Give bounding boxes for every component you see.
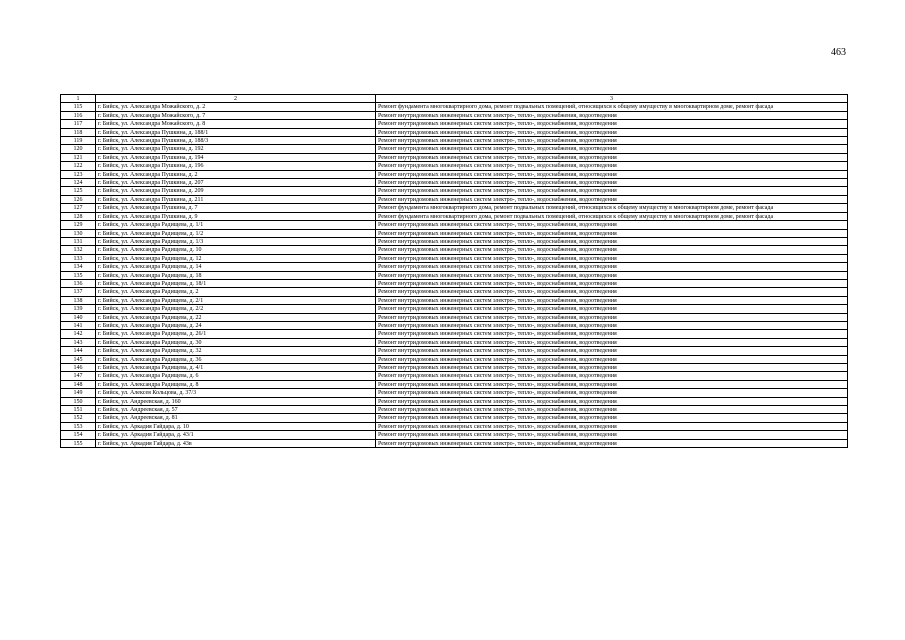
table-row <box>61 187 848 195</box>
works-cell: Ремонт внутридомовых инженерных систем электро-, тепло-, водоснабжения, водоотведения <box>376 246 848 254</box>
table-row <box>61 103 848 111</box>
address-cell: г. Бийск, ул. Александра Радищева, д. 24 <box>96 321 376 329</box>
row-number-cell: 116 <box>61 111 96 119</box>
table-row <box>61 313 848 321</box>
table-row <box>61 179 848 187</box>
works-cell: Ремонт внутридомовых инженерных систем электро-, тепло-, водоснабжения, водоотведения <box>376 296 848 304</box>
row-number-cell: 139 <box>61 305 96 313</box>
works-cell: Ремонт внутридомовых инженерных систем электро-, тепло-, водоснабжения, водоотведения <box>376 229 848 237</box>
row-number-cell: 144 <box>61 347 96 355</box>
table-row <box>61 372 848 380</box>
works-cell: Ремонт внутридомовых инженерных систем электро-, тепло-, водоснабжения, водоотведения <box>376 406 848 414</box>
table-row <box>61 162 848 170</box>
works-cell: Ремонт внутридомовых инженерных систем электро-, тепло-, водоснабжения, водоотведения <box>376 305 848 313</box>
address-cell: г. Бийск, ул. Александра Радищева, д. 1/3 <box>96 237 376 245</box>
row-number-cell: 151 <box>61 406 96 414</box>
row-number-cell: 153 <box>61 422 96 430</box>
row-number-cell: 148 <box>61 380 96 388</box>
row-number-cell: 140 <box>61 313 96 321</box>
address-cell: г. Бийск, ул. Александра Пушкина, д. 207 <box>96 179 376 187</box>
address-cell: г. Бийск, ул. Александра Пушкина, д. 209 <box>96 187 376 195</box>
table-row <box>61 195 848 203</box>
table-row <box>61 439 848 447</box>
address-cell: г. Бийск, ул. Александра Радищева, д. 2/2 <box>96 305 376 313</box>
row-number-cell: 115 <box>61 103 96 111</box>
row-number-cell: 128 <box>61 212 96 220</box>
address-cell: г. Бийск, ул. Александра Пушкина, д. 188/1 <box>96 128 376 136</box>
address-cell: г. Бийск, ул. Андреевская, д. 160 <box>96 397 376 405</box>
table-row <box>61 128 848 136</box>
table-row <box>61 237 848 245</box>
table-row <box>61 288 848 296</box>
address-cell: г. Бийск, ул. Александра Радищева, д. 30 <box>96 338 376 346</box>
address-cell: г. Бийск, ул. Александра Пушкина, д. 9 <box>96 212 376 220</box>
row-number-cell: 143 <box>61 338 96 346</box>
works-cell: Ремонт внутридомовых инженерных систем электро-, тепло-, водоснабжения, водоотведения <box>376 271 848 279</box>
row-number-cell: 149 <box>61 389 96 397</box>
row-number-cell: 121 <box>61 153 96 161</box>
address-cell: г. Бийск, ул. Аркадия Гайдара, д. 10 <box>96 422 376 430</box>
table-row <box>61 120 848 128</box>
works-cell: Ремонт внутридомовых инженерных систем электро-, тепло-, водоснабжения, водоотведения <box>376 364 848 372</box>
column-header-address: 2 <box>96 95 376 103</box>
address-cell: г. Бийск, ул. Алексея Кольцова, д. 37/3 <box>96 389 376 397</box>
row-number-cell: 129 <box>61 221 96 229</box>
table-row <box>61 296 848 304</box>
works-cell: Ремонт внутридомовых инженерных систем электро-, тепло-, водоснабжения, водоотведения <box>376 120 848 128</box>
table-row <box>61 145 848 153</box>
works-cell: Ремонт внутридомовых инженерных систем электро-, тепло-, водоснабжения, водоотведения <box>376 347 848 355</box>
address-cell: г. Бийск, ул. Александра Пушкина, д. 7 <box>96 204 376 212</box>
row-number-cell: 130 <box>61 229 96 237</box>
row-number-cell: 137 <box>61 288 96 296</box>
row-number-cell: 133 <box>61 254 96 262</box>
address-cell: г. Бийск, ул. Александра Радищева, д. 22 <box>96 313 376 321</box>
table-row <box>61 263 848 271</box>
works-cell: Ремонт внутридомовых инженерных систем электро-, тепло-, водоснабжения, водоотведения <box>376 389 848 397</box>
works-cell: Ремонт внутридомовых инженерных систем электро-, тепло-, водоснабжения, водоотведения <box>376 162 848 170</box>
works-cell: Ремонт внутридомовых инженерных систем электро-, тепло-, водоснабжения, водоотведения <box>376 221 848 229</box>
table-row <box>61 246 848 254</box>
works-cell: Ремонт внутридомовых инженерных систем электро-, тепло-, водоснабжения, водоотведения <box>376 313 848 321</box>
row-number-cell: 150 <box>61 397 96 405</box>
row-number-cell: 138 <box>61 296 96 304</box>
works-cell: Ремонт внутридомовых инженерных систем электро-, тепло-, водоснабжения, водоотведения <box>376 111 848 119</box>
table-body <box>61 95 848 448</box>
works-cell: Ремонт внутридомовых инженерных систем электро-, тепло-, водоснабжения, водоотведения <box>376 279 848 287</box>
row-number-cell: 155 <box>61 439 96 447</box>
address-cell: г. Бийск, ул. Александра Радищева, д. 4/1 <box>96 364 376 372</box>
address-cell: г. Бийск, ул. Александра Радищева, д. 18/1 <box>96 279 376 287</box>
table-row <box>61 229 848 237</box>
row-number-cell: 122 <box>61 162 96 170</box>
table-row <box>61 347 848 355</box>
address-cell: г. Бийск, ул. Александра Радищева, д. 1/2 <box>96 229 376 237</box>
address-cell: г. Бийск, ул. Александра Пушкина, д. 188/3 <box>96 137 376 145</box>
works-cell: Ремонт внутридомовых инженерных систем электро-, тепло-, водоснабжения, водоотведения <box>376 128 848 136</box>
table-row <box>61 170 848 178</box>
row-number-cell: 135 <box>61 271 96 279</box>
row-number-cell: 120 <box>61 145 96 153</box>
address-cell: г. Бийск, ул. Аркадия Гайдара, д. 43/1 <box>96 431 376 439</box>
works-cell: Ремонт внутридомовых инженерных систем электро-, тепло-, водоснабжения, водоотведения <box>376 254 848 262</box>
table-row <box>61 397 848 405</box>
row-number-cell: 147 <box>61 372 96 380</box>
row-number-cell: 123 <box>61 170 96 178</box>
column-header-number: 1 <box>61 95 96 103</box>
address-cell: г. Бийск, ул. Александра Пушкина, д. 196 <box>96 162 376 170</box>
address-cell: г. Бийск, ул. Александра Можайского, д. 7 <box>96 111 376 119</box>
row-number-cell: 154 <box>61 431 96 439</box>
works-cell: Ремонт внутридомовых инженерных систем электро-, тепло-, водоснабжения, водоотведения <box>376 187 848 195</box>
row-number-cell: 146 <box>61 364 96 372</box>
row-number-cell: 119 <box>61 137 96 145</box>
table-row <box>61 221 848 229</box>
address-cell: г. Бийск, ул. Александра Радищева, д. 8 <box>96 380 376 388</box>
row-number-cell: 118 <box>61 128 96 136</box>
address-cell: г. Бийск, ул. Александра Пушкина, д. 211 <box>96 195 376 203</box>
table-row <box>61 364 848 372</box>
works-cell: Ремонт внутридомовых инженерных систем электро-, тепло-, водоснабжения, водоотведения <box>376 179 848 187</box>
table-row <box>61 414 848 422</box>
address-cell: г. Бийск, ул. Александра Пушкина, д. 194 <box>96 153 376 161</box>
works-cell: Ремонт внутридомовых инженерных систем электро-, тепло-, водоснабжения, водоотведения <box>376 439 848 447</box>
row-number-cell: 125 <box>61 187 96 195</box>
row-number-cell: 152 <box>61 414 96 422</box>
row-number-cell: 142 <box>61 330 96 338</box>
row-number-cell: 136 <box>61 279 96 287</box>
table-row <box>61 212 848 220</box>
works-cell: Ремонт внутридомовых инженерных систем электро-, тепло-, водоснабжения, водоотведения <box>376 321 848 329</box>
table-row <box>61 279 848 287</box>
works-cell: Ремонт внутридомовых инженерных систем электро-, тепло-, водоснабжения, водоотведения <box>376 422 848 430</box>
row-number-cell: 145 <box>61 355 96 363</box>
address-cell: г. Бийск, ул. Андреевская, д. 57 <box>96 406 376 414</box>
row-number-cell: 117 <box>61 120 96 128</box>
table-row <box>61 422 848 430</box>
address-cell: г. Бийск, ул. Александра Радищева, д. 10 <box>96 246 376 254</box>
address-cell: г. Бийск, ул. Александра Пушкина, д. 192 <box>96 145 376 153</box>
address-cell: г. Бийск, ул. Александра Радищева, д. 32 <box>96 347 376 355</box>
address-cell: г. Бийск, ул. Аркадия Гайдара, д. 43в <box>96 439 376 447</box>
page-number: 463 <box>831 47 846 58</box>
works-cell: Ремонт внутридомовых инженерных систем электро-, тепло-, водоснабжения, водоотведения <box>376 414 848 422</box>
table-row <box>61 355 848 363</box>
address-cell: г. Бийск, ул. Александра Радищева, д. 6 <box>96 372 376 380</box>
address-cell: г. Бийск, ул. Александра Радищева, д. 18 <box>96 271 376 279</box>
works-cell: Ремонт внутридомовых инженерных систем электро-, тепло-, водоснабжения, водоотведения <box>376 137 848 145</box>
works-cell: Ремонт внутридомовых инженерных систем электро-, тепло-, водоснабжения, водоотведения <box>376 431 848 439</box>
row-number-cell: 132 <box>61 246 96 254</box>
address-cell: г. Бийск, ул. Александра Радищева, д. 14 <box>96 263 376 271</box>
row-number-cell: 131 <box>61 237 96 245</box>
works-cell: Ремонт внутридомовых инженерных систем электро-, тепло-, водоснабжения, водоотведения <box>376 338 848 346</box>
address-cell: г. Бийск, ул. Александра Можайского, д. 2 <box>96 103 376 111</box>
row-number-cell: 134 <box>61 263 96 271</box>
table-row <box>61 137 848 145</box>
address-cell: г. Бийск, ул. Александра Радищева, д. 2/1 <box>96 296 376 304</box>
table-row <box>61 330 848 338</box>
works-cell: Ремонт внутридомовых инженерных систем электро-, тепло-, водоснабжения, водоотведения <box>376 288 848 296</box>
works-cell: Ремонт фундамента многоквартирного дома, ремонт подвальных помещений, относящихся к общему имуществу в многоквартирном доме, ремонт фасада <box>376 212 848 220</box>
table-row <box>61 254 848 262</box>
address-cell: г. Бийск, ул. Александра Можайского, д. 8 <box>96 120 376 128</box>
table-header-row <box>61 95 848 103</box>
column-header-works: 3 <box>376 95 848 103</box>
address-cell: г. Бийск, ул. Александра Пушкина, д. 2 <box>96 170 376 178</box>
works-cell: Ремонт внутридомовых инженерных систем электро-, тепло-, водоснабжения, водоотведения <box>376 170 848 178</box>
works-cell: Ремонт фундамента многоквартирного дома, ремонт подвальных помещений, относящихся к общему имуществу в многоквартирном доме, ремонт фасада <box>376 103 848 111</box>
table-row <box>61 406 848 414</box>
table-row <box>61 431 848 439</box>
address-cell: г. Бийск, ул. Александра Радищева, д. 1/1 <box>96 221 376 229</box>
works-cell: Ремонт фундамента многоквартирного дома, ремонт подвальных помещений, относящихся к общему имуществу в многоквартирном доме, ремонт фасада <box>376 204 848 212</box>
works-cell: Ремонт внутридомовых инженерных систем электро-, тепло-, водоснабжения, водоотведения <box>376 355 848 363</box>
table-row <box>61 338 848 346</box>
address-cell: г. Бийск, ул. Андреевская, д. 81 <box>96 414 376 422</box>
table-row <box>61 321 848 329</box>
address-cell: г. Бийск, ул. Александра Радищева, д. 36 <box>96 355 376 363</box>
table-row <box>61 380 848 388</box>
works-cell: Ремонт внутридомовых инженерных систем электро-, тепло-, водоснабжения, водоотведения <box>376 372 848 380</box>
table-row <box>61 271 848 279</box>
works-cell: Ремонт внутридомовых инженерных систем электро-, тепло-, водоснабжения, водоотведения <box>376 153 848 161</box>
row-number-cell: 126 <box>61 195 96 203</box>
row-number-cell: 124 <box>61 179 96 187</box>
table-row <box>61 305 848 313</box>
works-cell: Ремонт внутридомовых инженерных систем электро-, тепло-, водоснабжения, водоотведения <box>376 237 848 245</box>
works-cell: Ремонт внутридомовых инженерных систем электро-, тепло-, водоснабжения, водоотведения <box>376 380 848 388</box>
table-row <box>61 153 848 161</box>
works-cell: Ремонт внутридомовых инженерных систем электро-, тепло-, водоснабжения, водоотведения <box>376 145 848 153</box>
table-row <box>61 111 848 119</box>
address-cell: г. Бийск, ул. Александра Радищева, д. 2 <box>96 288 376 296</box>
works-cell: Ремонт внутридомовых инженерных систем электро-, тепло-, водоснабжения, водоотведения <box>376 195 848 203</box>
works-cell: Ремонт внутридомовых инженерных систем электро-, тепло-, водоснабжения, водоотведения <box>376 397 848 405</box>
address-cell: г. Бийск, ул. Александра Радищева, д. 26/1 <box>96 330 376 338</box>
works-cell: Ремонт внутридомовых инженерных систем электро-, тепло-, водоснабжения, водоотведения <box>376 330 848 338</box>
row-number-cell: 141 <box>61 321 96 329</box>
table-row <box>61 204 848 212</box>
works-cell: Ремонт внутридомовых инженерных систем электро-, тепло-, водоснабжения, водоотведения <box>376 263 848 271</box>
address-cell: г. Бийск, ул. Александра Радищева, д. 12 <box>96 254 376 262</box>
table-row <box>61 389 848 397</box>
row-number-cell: 127 <box>61 204 96 212</box>
repair-register-table <box>60 94 848 448</box>
